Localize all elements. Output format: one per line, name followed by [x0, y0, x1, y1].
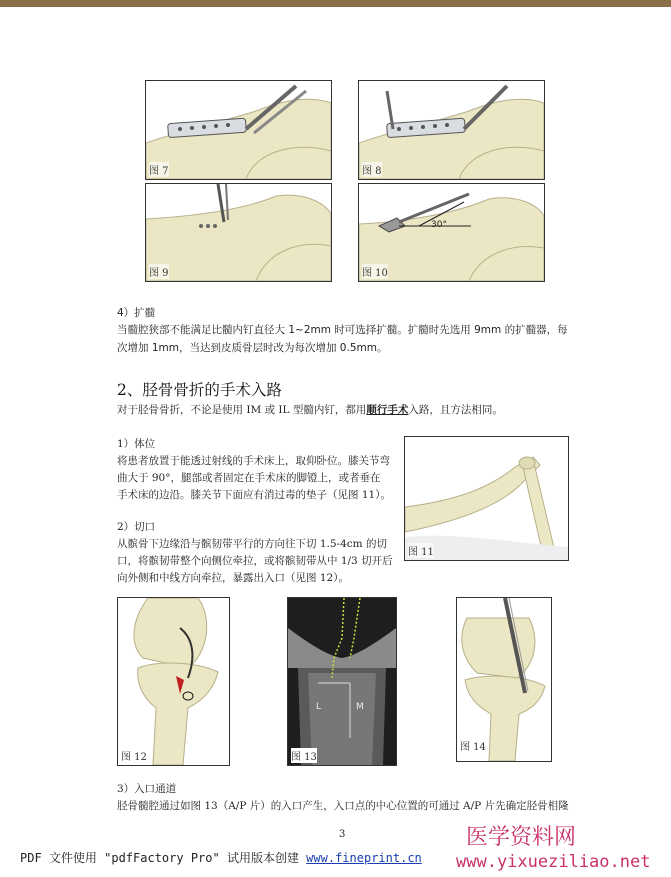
reaming-body-line-2: 次增加 1mm，当达到皮质骨层时改为每次增加 0.5mm。 — [117, 342, 388, 354]
section-title: 2、胫骨骨折的手术入路 — [117, 381, 282, 399]
position-heading: 1）体位 — [117, 438, 156, 450]
watermark-title: 医学资料网 — [466, 825, 577, 850]
intro-text-after: 入路，且方法相同。 — [408, 404, 503, 416]
figure-8-illustration — [359, 81, 544, 179]
figure-14-illustration — [457, 598, 551, 761]
figure-13-caption: 图 13 — [291, 748, 317, 763]
figure-10 — [358, 183, 545, 282]
incision-heading: 2）切口 — [117, 521, 156, 533]
figure-11-caption: 图 11 — [408, 543, 434, 558]
figure-10-caption: 图 10 — [362, 264, 388, 279]
figure-9-caption: 图 9 — [149, 264, 169, 279]
figure-14-caption: 图 14 — [460, 738, 486, 753]
figure-13 — [287, 597, 397, 766]
xray-label-m: M — [356, 702, 364, 712]
section-intro — [117, 402, 503, 419]
xray-label-l: L — [316, 702, 322, 712]
reaming-body-line-1: 当髓腔狭部不能满足比髓内钉直径大 1~2mm 时可选择扩髓。扩髓时先选用 9mm 的扩髓器，每 — [117, 324, 568, 336]
incision-line-2: 口，将髌韧带整个向侧位牵拉，或将髌韧带从中 1/3 切开后 — [117, 555, 393, 567]
footer-link[interactable]: www.fineprint.cn — [306, 851, 422, 865]
figure-8 — [358, 80, 545, 180]
figure-7-caption: 图 7 — [149, 162, 169, 177]
angle-label: 30° — [431, 220, 447, 230]
pdf-footer — [20, 849, 422, 866]
figure-9-illustration — [146, 184, 331, 281]
incision-line-3: 向外侧和中线方向牵拉，暴露出入口（见图 12）。 — [117, 572, 349, 584]
watermark-url: www.yixueziliao.net — [456, 852, 651, 872]
position-line-2: 曲大于 90°，腿部或者固定在手术床的脚镫上，或者垂在 — [117, 472, 381, 484]
position-line-1: 将患者放置于能透过射线的手术床上，取仰卧位。膝关节弯 — [117, 455, 390, 467]
figure-7 — [145, 80, 332, 180]
figure-11 — [404, 436, 569, 561]
entry-body: 胫骨髓腔通过如图 13（A/P 片）的入口产生，入口点的中心位置的可通过 A/P 片先确定胫骨相隆 — [117, 800, 569, 812]
figure-12-caption: 图 12 — [121, 748, 147, 763]
footer-text: PDF 文件使用 "pdfFactory Pro" 试用版本创建 — [20, 851, 307, 865]
figure-9 — [145, 183, 332, 282]
figure-13-xray — [288, 598, 396, 765]
figure-7-illustration — [146, 81, 331, 179]
figure-14 — [456, 597, 552, 762]
top-border-bar — [0, 0, 671, 7]
incision-line-1: 从髌骨下边缘沿与髌韧带平行的方向往下切 1.5-4cm 的切 — [117, 538, 387, 550]
intro-emphasis: 顺行手术 — [366, 404, 409, 416]
reaming-heading: 4）扩髓 — [117, 307, 156, 319]
figure-12 — [117, 597, 230, 766]
position-line-3: 手术床的边沿。膝关节下面应有消过毒的垫子（见图 11）。 — [117, 489, 391, 501]
figure-8-caption: 图 8 — [362, 162, 382, 177]
page-number: 3 — [339, 829, 346, 840]
intro-text-before: 对于胫骨骨折，不论是使用 IM 或 IL 型髓内钉，都用 — [117, 404, 367, 416]
entry-heading: 3）入口通道 — [117, 783, 177, 795]
figure-12-illustration — [118, 598, 229, 765]
figure-11-illustration — [405, 437, 568, 560]
